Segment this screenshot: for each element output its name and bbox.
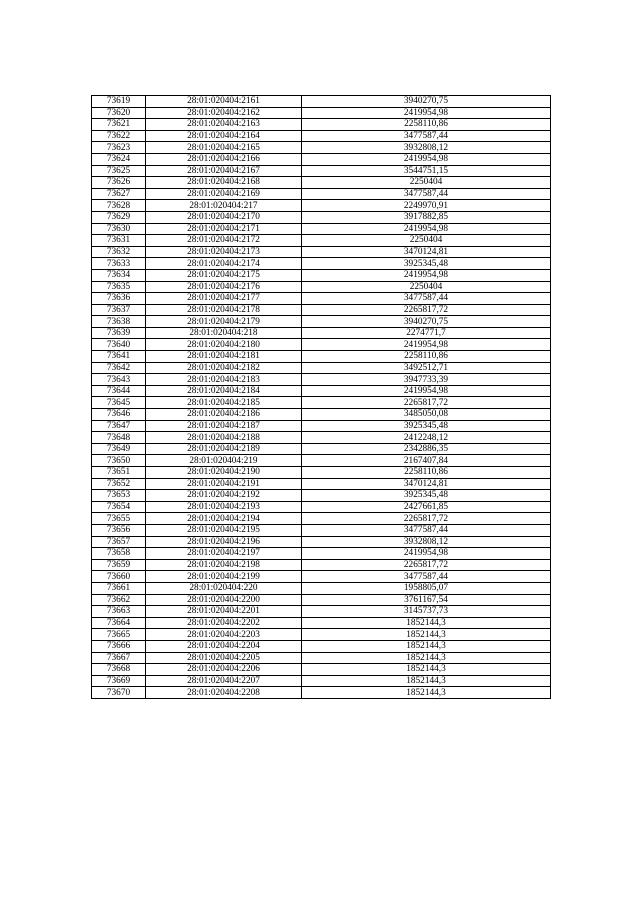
row-number-cell: 73662 (92, 594, 146, 606)
table-row (92, 397, 551, 409)
table-row (92, 501, 551, 513)
row-number-cell: 73659 (92, 559, 146, 571)
cadastral-value-cell: 1852144,3 (302, 640, 551, 652)
table-row (92, 687, 551, 699)
cadastral-number-cell: 28:01:020404:2182 (146, 362, 302, 374)
cadastral-number-cell: 28:01:020404:2169 (146, 188, 302, 200)
cadastral-value-cell: 3492512,71 (302, 362, 551, 374)
table-row (92, 513, 551, 525)
table-row (92, 200, 551, 212)
cadastral-value-cell: 2265817,72 (302, 304, 551, 316)
cadastral-value-cell: 3145737,73 (302, 606, 551, 618)
cadastral-number-cell: 28:01:020404:2186 (146, 409, 302, 421)
cadastral-value-cell: 2258110,86 (302, 467, 551, 479)
row-number-cell: 73647 (92, 420, 146, 432)
cadastral-number-cell: 28:01:020404:2189 (146, 443, 302, 455)
row-number-cell: 73668 (92, 664, 146, 676)
cadastral-value-cell: 2250404 (302, 235, 551, 247)
cadastral-value-cell: 2419954,98 (302, 548, 551, 560)
cadastral-value-cell: 2258110,86 (302, 119, 551, 131)
cadastral-number-cell: 28:01:020404:2200 (146, 594, 302, 606)
cadastral-number-cell: 28:01:020404:2205 (146, 652, 302, 664)
row-number-cell: 73664 (92, 617, 146, 629)
cadastral-number-cell: 28:01:020404:2161 (146, 96, 302, 108)
table-row (92, 664, 551, 676)
cadastral-value-cell: 2250404 (302, 281, 551, 293)
cadastral-value-cell: 1852144,3 (302, 687, 551, 699)
row-number-cell: 73661 (92, 582, 146, 594)
table-row (92, 246, 551, 258)
row-number-cell: 73619 (92, 96, 146, 108)
cadastral-value-cell: 2419954,98 (302, 223, 551, 235)
table-row (92, 258, 551, 270)
table-row (92, 130, 551, 142)
row-number-cell: 73625 (92, 165, 146, 177)
table-row (92, 617, 551, 629)
cadastral-number-cell: 28:01:020404:2176 (146, 281, 302, 293)
table-row (92, 96, 551, 108)
cadastral-value-cell: 2265817,72 (302, 559, 551, 571)
cadastral-number-cell: 28:01:020404:2180 (146, 339, 302, 351)
table-row (92, 235, 551, 247)
table-row (92, 467, 551, 479)
cadastral-value-cell: 1852144,3 (302, 617, 551, 629)
cadastral-number-cell: 28:01:020404:2192 (146, 490, 302, 502)
row-number-cell: 73660 (92, 571, 146, 583)
cadastral-value-table (91, 95, 551, 699)
row-number-cell: 73656 (92, 524, 146, 536)
row-number-cell: 73622 (92, 130, 146, 142)
table-row (92, 652, 551, 664)
cadastral-value-cell: 2249970,91 (302, 200, 551, 212)
table-row (92, 293, 551, 305)
cadastral-value-cell: 2342886,35 (302, 443, 551, 455)
cadastral-value-cell: 1852144,3 (302, 629, 551, 641)
cadastral-value-cell: 3470124,81 (302, 246, 551, 258)
row-number-cell: 73634 (92, 269, 146, 281)
cadastral-number-cell: 28:01:020404:2196 (146, 536, 302, 548)
table-row (92, 606, 551, 618)
cadastral-value-cell: 3940270,75 (302, 96, 551, 108)
row-number-cell: 73669 (92, 675, 146, 687)
cadastral-value-cell: 2419954,98 (302, 339, 551, 351)
row-number-cell: 73652 (92, 478, 146, 490)
table-row (92, 571, 551, 583)
row-number-cell: 73650 (92, 455, 146, 467)
cadastral-value-cell: 1852144,3 (302, 652, 551, 664)
cadastral-number-cell: 28:01:020404:2181 (146, 351, 302, 363)
table-row (92, 351, 551, 363)
cadastral-number-cell: 28:01:020404:217 (146, 200, 302, 212)
table-row (92, 142, 551, 154)
cadastral-number-cell: 28:01:020404:2183 (146, 374, 302, 386)
table-row (92, 304, 551, 316)
cadastral-number-cell: 28:01:020404:2195 (146, 524, 302, 536)
row-number-cell: 73633 (92, 258, 146, 270)
cadastral-number-cell: 28:01:020404:2201 (146, 606, 302, 618)
cadastral-number-cell: 28:01:020404:2203 (146, 629, 302, 641)
cadastral-number-cell: 28:01:020404:220 (146, 582, 302, 594)
cadastral-value-cell: 3477587,44 (302, 293, 551, 305)
row-number-cell: 73620 (92, 107, 146, 119)
cadastral-value-cell: 3544751,15 (302, 165, 551, 177)
table-row (92, 559, 551, 571)
cadastral-value-cell: 3925345,48 (302, 420, 551, 432)
cadastral-number-cell: 28:01:020404:2190 (146, 467, 302, 479)
row-number-cell: 73670 (92, 687, 146, 699)
cadastral-number-cell: 28:01:020404:2191 (146, 478, 302, 490)
row-number-cell: 73646 (92, 409, 146, 421)
table-row (92, 420, 551, 432)
cadastral-number-cell: 28:01:020404:2171 (146, 223, 302, 235)
table-row (92, 675, 551, 687)
row-number-cell: 73658 (92, 548, 146, 560)
row-number-cell: 73667 (92, 652, 146, 664)
row-number-cell: 73663 (92, 606, 146, 618)
cadastral-number-cell: 28:01:020404:2168 (146, 177, 302, 189)
table-row (92, 107, 551, 119)
cadastral-number-cell: 28:01:020404:2193 (146, 501, 302, 513)
cadastral-number-cell: 28:01:020404:2198 (146, 559, 302, 571)
row-number-cell: 73651 (92, 467, 146, 479)
row-number-cell: 73654 (92, 501, 146, 513)
cadastral-value-cell: 2258110,86 (302, 351, 551, 363)
table-row (92, 177, 551, 189)
row-number-cell: 73627 (92, 188, 146, 200)
cadastral-value-cell: 2265817,72 (302, 513, 551, 525)
cadastral-number-cell: 28:01:020404:2208 (146, 687, 302, 699)
table-row (92, 119, 551, 131)
row-number-cell: 73629 (92, 211, 146, 223)
cadastral-value-cell: 3477587,44 (302, 188, 551, 200)
row-number-cell: 73626 (92, 177, 146, 189)
cadastral-number-cell: 28:01:020404:2166 (146, 153, 302, 165)
cadastral-number-cell: 28:01:020404:2187 (146, 420, 302, 432)
cadastral-number-cell: 28:01:020404:2163 (146, 119, 302, 131)
row-number-cell: 73637 (92, 304, 146, 316)
row-number-cell: 73665 (92, 629, 146, 641)
cadastral-value-cell: 3485050,08 (302, 409, 551, 421)
cadastral-value-cell: 3932808,12 (302, 142, 551, 154)
table-row (92, 211, 551, 223)
cadastral-value-cell: 3940270,75 (302, 316, 551, 328)
row-number-cell: 73649 (92, 443, 146, 455)
cadastral-number-cell: 28:01:020404:2172 (146, 235, 302, 247)
table-row (92, 362, 551, 374)
cadastral-value-cell: 2274771,7 (302, 327, 551, 339)
cadastral-number-cell: 28:01:020404:2199 (146, 571, 302, 583)
cadastral-number-cell: 28:01:020404:2174 (146, 258, 302, 270)
row-number-cell: 73631 (92, 235, 146, 247)
cadastral-value-cell: 2427661,85 (302, 501, 551, 513)
cadastral-value-cell: 3917882,85 (302, 211, 551, 223)
table-row (92, 223, 551, 235)
row-number-cell: 73624 (92, 153, 146, 165)
cadastral-number-cell: 28:01:020404:2173 (146, 246, 302, 258)
cadastral-number-cell: 28:01:020404:2167 (146, 165, 302, 177)
cadastral-value-cell: 2265817,72 (302, 397, 551, 409)
row-number-cell: 73655 (92, 513, 146, 525)
table-row (92, 582, 551, 594)
cadastral-number-cell: 28:01:020404:2194 (146, 513, 302, 525)
cadastral-number-cell: 28:01:020404:218 (146, 327, 302, 339)
table-row (92, 443, 551, 455)
row-number-cell: 73645 (92, 397, 146, 409)
cadastral-value-cell: 3477587,44 (302, 130, 551, 142)
row-number-cell: 73621 (92, 119, 146, 131)
cadastral-number-cell: 28:01:020404:2184 (146, 385, 302, 397)
table-row (92, 385, 551, 397)
cadastral-number-cell: 28:01:020404:219 (146, 455, 302, 467)
table-row (92, 640, 551, 652)
cadastral-value-cell: 3761167,54 (302, 594, 551, 606)
table-row (92, 548, 551, 560)
cadastral-value-cell: 2250404 (302, 177, 551, 189)
row-number-cell: 73639 (92, 327, 146, 339)
table-row (92, 594, 551, 606)
cadastral-number-cell: 28:01:020404:2179 (146, 316, 302, 328)
cadastral-number-cell: 28:01:020404:2177 (146, 293, 302, 305)
cadastral-value-cell: 3932808,12 (302, 536, 551, 548)
cadastral-number-cell: 28:01:020404:2207 (146, 675, 302, 687)
cadastral-number-cell: 28:01:020404:2164 (146, 130, 302, 142)
table-row (92, 629, 551, 641)
table-row (92, 478, 551, 490)
cadastral-value-cell: 2419954,98 (302, 153, 551, 165)
cadastral-value-cell: 2167407,84 (302, 455, 551, 467)
row-number-cell: 73636 (92, 293, 146, 305)
row-number-cell: 73648 (92, 432, 146, 444)
cadastral-value-cell: 1958805,07 (302, 582, 551, 594)
cadastral-value-cell: 3477587,44 (302, 571, 551, 583)
cadastral-number-cell: 28:01:020404:2206 (146, 664, 302, 676)
table-row (92, 269, 551, 281)
table-row (92, 327, 551, 339)
row-number-cell: 73640 (92, 339, 146, 351)
cadastral-number-cell: 28:01:020404:2185 (146, 397, 302, 409)
cadastral-value-cell: 3477587,44 (302, 524, 551, 536)
cadastral-number-cell: 28:01:020404:2202 (146, 617, 302, 629)
cadastral-value-cell: 1852144,3 (302, 675, 551, 687)
table-row (92, 455, 551, 467)
row-number-cell: 73641 (92, 351, 146, 363)
row-number-cell: 73628 (92, 200, 146, 212)
cadastral-number-cell: 28:01:020404:2188 (146, 432, 302, 444)
table-row (92, 409, 551, 421)
row-number-cell: 73635 (92, 281, 146, 293)
row-number-cell: 73642 (92, 362, 146, 374)
table-row (92, 281, 551, 293)
cadastral-value-cell: 3925345,48 (302, 490, 551, 502)
table-row (92, 432, 551, 444)
row-number-cell: 73657 (92, 536, 146, 548)
table-row (92, 374, 551, 386)
row-number-cell: 73623 (92, 142, 146, 154)
cadastral-number-cell: 28:01:020404:2197 (146, 548, 302, 560)
cadastral-number-cell: 28:01:020404:2170 (146, 211, 302, 223)
cadastral-number-cell: 28:01:020404:2204 (146, 640, 302, 652)
table-row (92, 153, 551, 165)
cadastral-value-cell: 2412248,12 (302, 432, 551, 444)
table-row (92, 316, 551, 328)
table-row (92, 165, 551, 177)
cadastral-value-cell: 2419954,98 (302, 269, 551, 281)
row-number-cell: 73643 (92, 374, 146, 386)
table-row (92, 536, 551, 548)
table-body (92, 96, 551, 699)
cadastral-number-cell: 28:01:020404:2162 (146, 107, 302, 119)
cadastral-number-cell: 28:01:020404:2165 (146, 142, 302, 154)
cadastral-value-cell: 2419954,98 (302, 385, 551, 397)
row-number-cell: 73644 (92, 385, 146, 397)
row-number-cell: 73630 (92, 223, 146, 235)
row-number-cell: 73632 (92, 246, 146, 258)
row-number-cell: 73638 (92, 316, 146, 328)
row-number-cell: 73653 (92, 490, 146, 502)
cadastral-number-cell: 28:01:020404:2178 (146, 304, 302, 316)
cadastral-value-cell: 3947733,39 (302, 374, 551, 386)
cadastral-value-cell: 1852144,3 (302, 664, 551, 676)
cadastral-value-cell: 3925345,48 (302, 258, 551, 270)
table-row (92, 490, 551, 502)
row-number-cell: 73666 (92, 640, 146, 652)
table-row (92, 188, 551, 200)
cadastral-number-cell: 28:01:020404:2175 (146, 269, 302, 281)
cadastral-value-cell: 2419954,98 (302, 107, 551, 119)
table-row (92, 339, 551, 351)
table-row (92, 524, 551, 536)
cadastral-value-cell: 3470124,81 (302, 478, 551, 490)
